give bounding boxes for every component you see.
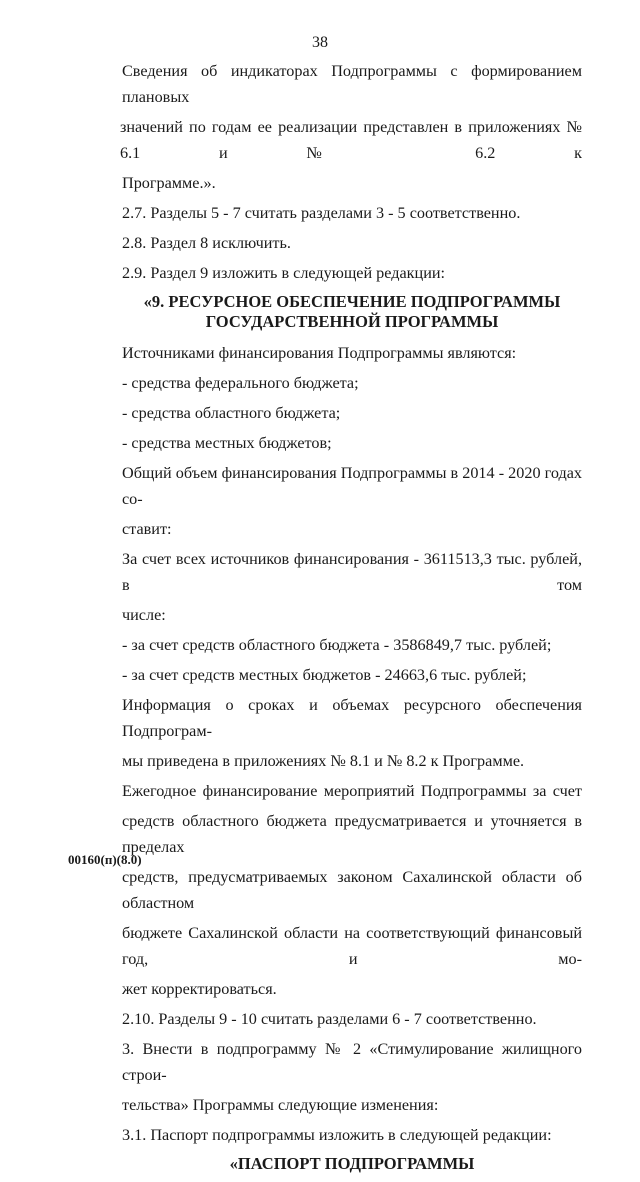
paragraph-line: Общий объем финансирования Подпрограммы в 2014 - 2020 годах со- [122, 464, 582, 508]
document-code: 00160(п)(8.0) [68, 852, 142, 867]
paragraph-line: жет корректироваться. [122, 980, 277, 998]
heading-line: ГОСУДАРСТВЕННОЙ ПРОГРАММЫ [205, 312, 499, 331]
page-number: 38 [312, 34, 328, 51]
paragraph-line: Ежегодное финансирование мероприятий Подпрограммы за счет [122, 782, 582, 800]
paragraph-line: ставит: [122, 520, 172, 538]
paragraph-line: Сведения об индикаторах Подпрограммы с формированием плановых [122, 62, 582, 106]
document-body [122, 58, 582, 1182]
list-item: - за счет средств областного бюджета - 3586849,7 тыс. рублей; [122, 636, 552, 654]
paragraph-line: 2.9. Раздел 9 изложить в следующей редакции: [122, 264, 446, 282]
paragraph-line: За счет всех источников финансирования - 3611513,3 тыс. рублей, в том [122, 550, 582, 594]
paragraph-line: 3. Внести в подпрограмму № 2 «Стимулирование жилищного строи- [122, 1040, 582, 1084]
paragraph-line: мы приведена в приложениях № 8.1 и № 8.2 к Программе. [122, 752, 525, 770]
paragraph-line: Источниками финансирования Подпрограммы являются: [122, 344, 517, 362]
heading-line: «9. РЕСУРСНОЕ ОБЕСПЕЧЕНИЕ ПОДПРОГРАММЫ [143, 292, 561, 311]
paragraph-line: значений по годам ее реализации представлен в приложениях № 6.1 и № 6.2 к [120, 118, 582, 162]
paragraph-line: 2.7. Разделы 5 - 7 считать разделами 3 - 5 соответственно. [122, 204, 521, 222]
list-item: - средства местных бюджетов; [122, 434, 332, 452]
list-item: - средства федерального бюджета; [122, 374, 359, 392]
paragraph-line: 2.10. Разделы 9 - 10 считать разделами 6 - 7 соответственно. [122, 1010, 537, 1028]
paragraph-line: средств областного бюджета предусматривается и уточняется в пределах [122, 812, 582, 856]
paragraph-line: Программе.». [122, 174, 216, 192]
list-item: - средства областного бюджета; [122, 404, 341, 422]
list-item: - за счет средств местных бюджетов - 24663,6 тыс. рублей; [122, 666, 527, 684]
paragraph-line: тельства» Программы следующие изменения: [122, 1096, 439, 1114]
paragraph-line: бюджете Сахалинской области на соответствующий финансовый год, и мо- [122, 924, 582, 968]
section-heading [122, 292, 582, 332]
paragraph-line: 2.8. Раздел 8 исключить. [122, 234, 291, 252]
paragraph-line: 3.1. Паспорт подпрограммы изложить в следующей редакции: [122, 1126, 552, 1144]
paragraph-line: Информация о сроках и объемах ресурсного обеспечения Подпрограм- [122, 696, 582, 740]
paragraph-line: средств, предусматриваемых законом Сахалинской области об областном [122, 868, 582, 912]
paragraph-line: числе: [122, 606, 166, 624]
section-heading: «ПАСПОРТ ПОДПРОГРАММЫ [229, 1154, 475, 1173]
